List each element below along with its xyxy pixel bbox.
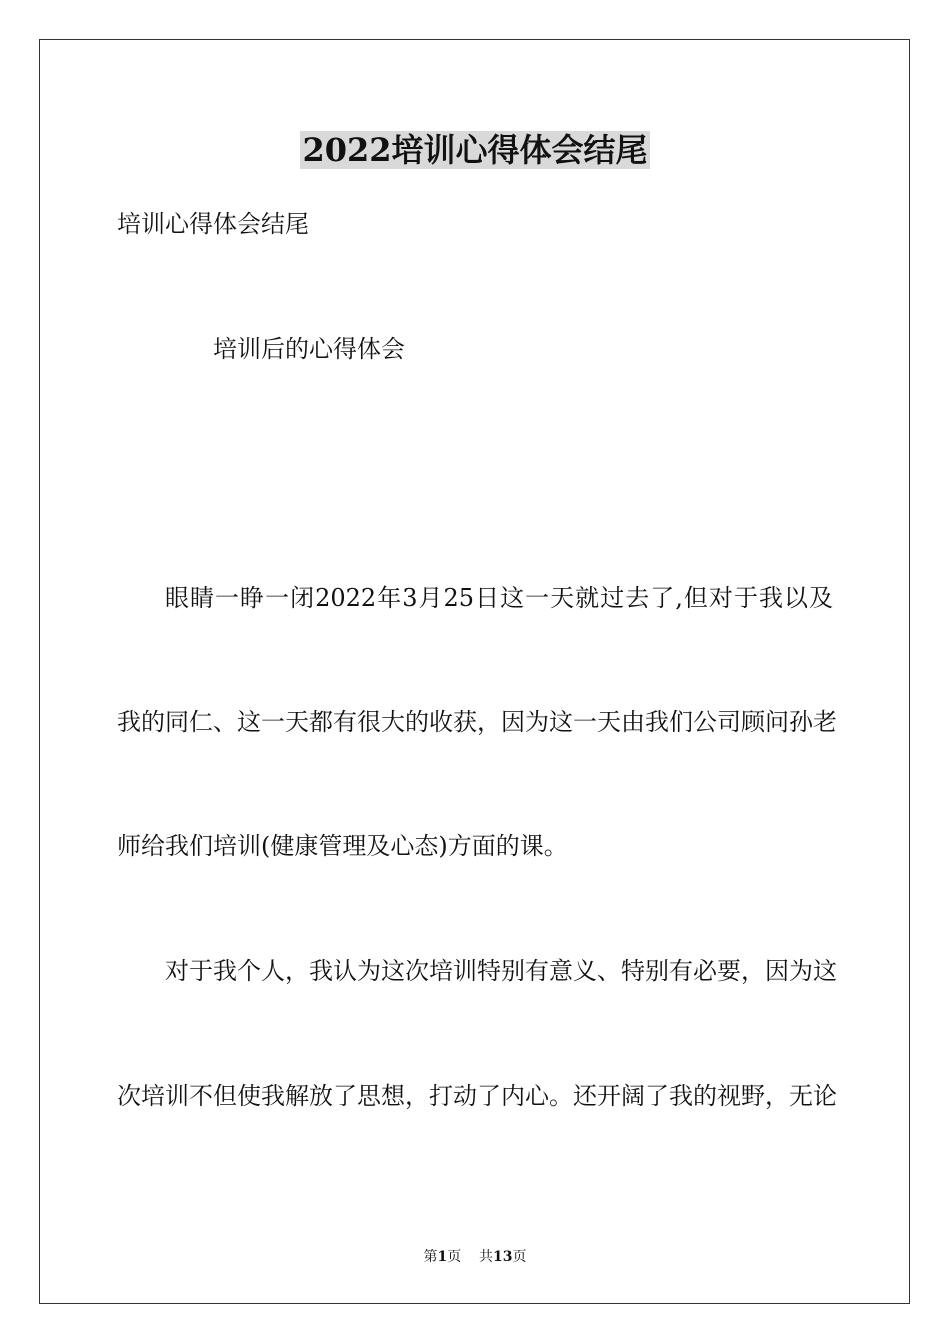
body-line-2: 我的同仁、这一天都有很大的收获，因为这一天由我们公司顾问孙老 xyxy=(117,708,837,736)
document-title-text: 2022培训心得体会结尾 xyxy=(302,131,648,169)
document-subtitle: 培训心得体会结尾 xyxy=(117,210,309,238)
footer-total-suffix: 页 xyxy=(512,1249,527,1265)
body-line-3: 师给我们培训(健康管理及心态)方面的课。 xyxy=(117,832,568,860)
footer-page-number: 1 xyxy=(437,1249,448,1265)
footer-page-prefix: 第 xyxy=(423,1249,438,1265)
footer-page-suffix: 页 xyxy=(447,1249,462,1265)
footer-total-pages: 13 xyxy=(493,1249,513,1265)
body-line-1: 眼睛一睁一闭2022年3月25日这一天就过去了,但对于我以及 xyxy=(165,584,833,612)
document-title xyxy=(0,128,950,172)
footer-total-prefix: 共 xyxy=(479,1249,494,1265)
page-footer xyxy=(0,1247,950,1267)
section-heading: 培训后的心得体会 xyxy=(213,335,405,363)
body-line-5: 次培训不但使我解放了思想，打动了内心。还开阔了我的视野，无论 xyxy=(117,1082,837,1110)
body-line-4: 对于我个人，我认为这次培训特别有意义、特别有必要，因为这 xyxy=(165,957,837,985)
